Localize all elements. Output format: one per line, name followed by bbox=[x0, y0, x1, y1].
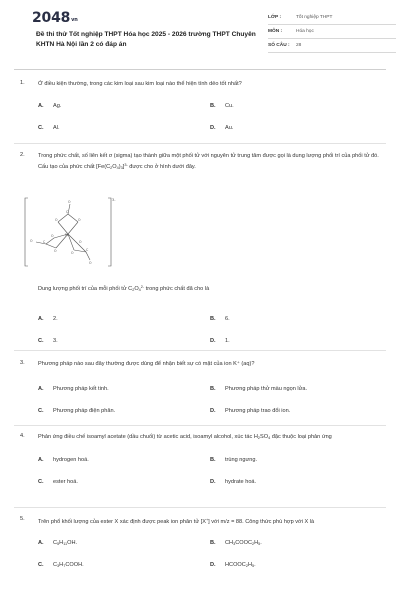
option-c[interactable]: C. Al. bbox=[38, 125, 60, 131]
option-d[interactable]: D. 1. bbox=[210, 338, 230, 344]
question-2 bbox=[20, 152, 382, 173]
meta-label: MÔN : bbox=[268, 29, 283, 34]
option-d[interactable]: D. Phương pháp trao đổi ion. bbox=[210, 408, 291, 414]
svg-text:O: O bbox=[68, 200, 71, 204]
question-subtext: Dung lượng phối trí của mỗi phối tử $C_2O_4^{2-}$ trong phức chất đã cho là bbox=[38, 285, 210, 292]
complex-structure-diagram bbox=[24, 196, 114, 268]
question-divider bbox=[14, 425, 386, 426]
exam-header bbox=[14, 0, 386, 70]
option-a[interactable]: A. Phương pháp kết tinh. bbox=[38, 386, 109, 392]
option-a[interactable]: A. 2. bbox=[38, 316, 58, 322]
option-b[interactable]: B. Cu. bbox=[210, 103, 234, 109]
option-c[interactable]: C. ester hoá. bbox=[38, 479, 78, 485]
option-c[interactable]: C. $C_3H_7COOH$. bbox=[38, 562, 84, 568]
question-divider bbox=[14, 350, 386, 351]
svg-text:O: O bbox=[30, 239, 33, 243]
question-number: 3. bbox=[20, 360, 25, 366]
option-a[interactable]: A. $C_5H_{11}OH$. bbox=[38, 540, 78, 546]
option-b[interactable]: B. trùng ngưng. bbox=[210, 457, 258, 463]
charge-superscript: 3- bbox=[112, 198, 116, 202]
header-divider bbox=[14, 69, 386, 70]
question-5 bbox=[20, 516, 382, 567]
question-text: Ở điều kiện thường, trong các kim loại sau kim loại nào thể hiện tính dẻo tốt nhất? bbox=[38, 81, 242, 87]
meta-label: SỐ CÂU : bbox=[268, 43, 290, 48]
svg-text:O: O bbox=[71, 251, 74, 255]
svg-text:C: C bbox=[43, 240, 46, 244]
svg-text:O: O bbox=[89, 261, 92, 265]
question-divider bbox=[14, 507, 386, 508]
meta-value: Hóa học bbox=[296, 29, 314, 34]
question-1 bbox=[20, 80, 382, 129]
svg-text:O: O bbox=[54, 249, 57, 253]
options-list bbox=[38, 89, 382, 129]
svg-text:C: C bbox=[66, 210, 69, 214]
meta-row-count bbox=[268, 39, 396, 53]
meta-row-subject bbox=[268, 25, 396, 39]
logo-suffix: vn bbox=[71, 17, 78, 23]
options-list bbox=[38, 443, 382, 483]
site-logo[interactable] bbox=[32, 10, 78, 26]
option-c[interactable]: C. 3. bbox=[38, 338, 58, 344]
question-number: 1. bbox=[20, 80, 25, 86]
svg-text:O: O bbox=[51, 234, 54, 238]
option-c[interactable]: C. Phương pháp điện phân. bbox=[38, 408, 116, 414]
svg-text:O: O bbox=[78, 218, 81, 222]
question-number: 5. bbox=[20, 516, 25, 522]
question-divider bbox=[14, 143, 386, 144]
option-d[interactable]: D. $HCOOC_2H_5$. bbox=[210, 562, 256, 568]
options-list bbox=[38, 369, 382, 414]
options-list bbox=[38, 527, 382, 567]
exam-meta bbox=[268, 11, 396, 53]
question-number: 4. bbox=[20, 433, 25, 439]
option-a[interactable]: A. Ag. bbox=[38, 103, 62, 109]
question-4 bbox=[20, 433, 382, 483]
question-text: Trong phức chất, số liên kết σ (sigma) tạo thành giữa một phối tử với nguyên tử trung tâm được gọi là dung lượng phối trí của phối tử đó. Cấu tạo của phức chất $[Fe(C_2O_4)_3]^{3-}$ được cho ở hình dưới đây. bbox=[38, 153, 379, 170]
logo-text: 2048 bbox=[32, 10, 71, 26]
question-text: Trên phổ khối lượng của ester X xác định được peak ion phân tử [X+] với m/z = 88. Công thức phù hợp với X là bbox=[38, 518, 315, 525]
svg-text:O: O bbox=[55, 218, 58, 222]
options-list bbox=[38, 295, 382, 344]
svg-text:O: O bbox=[79, 240, 82, 244]
option-b[interactable]: B. $CH_3COOC_2H_5$. bbox=[210, 540, 262, 546]
question-text: Phương pháp nào sau đây thường được dùng để nhận biết sự có mặt của ion K⁺ (aq)? bbox=[38, 361, 255, 367]
option-b[interactable]: B. 6. bbox=[210, 316, 230, 322]
question-number: 2. bbox=[20, 152, 25, 158]
svg-text:C: C bbox=[86, 248, 89, 252]
option-a[interactable]: A. hydrogen hoá. bbox=[38, 457, 89, 463]
question-2-subtext bbox=[20, 283, 382, 344]
meta-row-class bbox=[268, 11, 396, 25]
question-3 bbox=[20, 360, 382, 414]
complex-formula: $[Fe(C_2O_4)_3]^{3-}$ bbox=[96, 163, 128, 170]
option-d[interactable]: D. Au. bbox=[210, 125, 234, 131]
meta-value: 28 bbox=[296, 43, 302, 48]
exam-title: Đề thi thử Tốt nghiệp THPT Hóa học 2025 - 2026 trường THPT Chuyên KHTN Hà Nội lần 2 có đáp án bbox=[36, 31, 256, 48]
option-d[interactable]: D. hydrate hoá. bbox=[210, 479, 257, 485]
svg-text:Fe: Fe bbox=[65, 233, 69, 237]
meta-label: LỚP : bbox=[268, 15, 282, 20]
option-b[interactable]: B. Phương pháp thử màu ngọn lửa. bbox=[210, 386, 308, 392]
question-text: Phản ứng điều chế isoamyl acetate (dầu chuối) từ acetic acid, isoamyl alcohol, xúc tác $H_2SO_4$ đặc thuộc loại phản ứng bbox=[38, 434, 332, 440]
meta-value: Tốt nghiệp THPT bbox=[296, 15, 333, 20]
